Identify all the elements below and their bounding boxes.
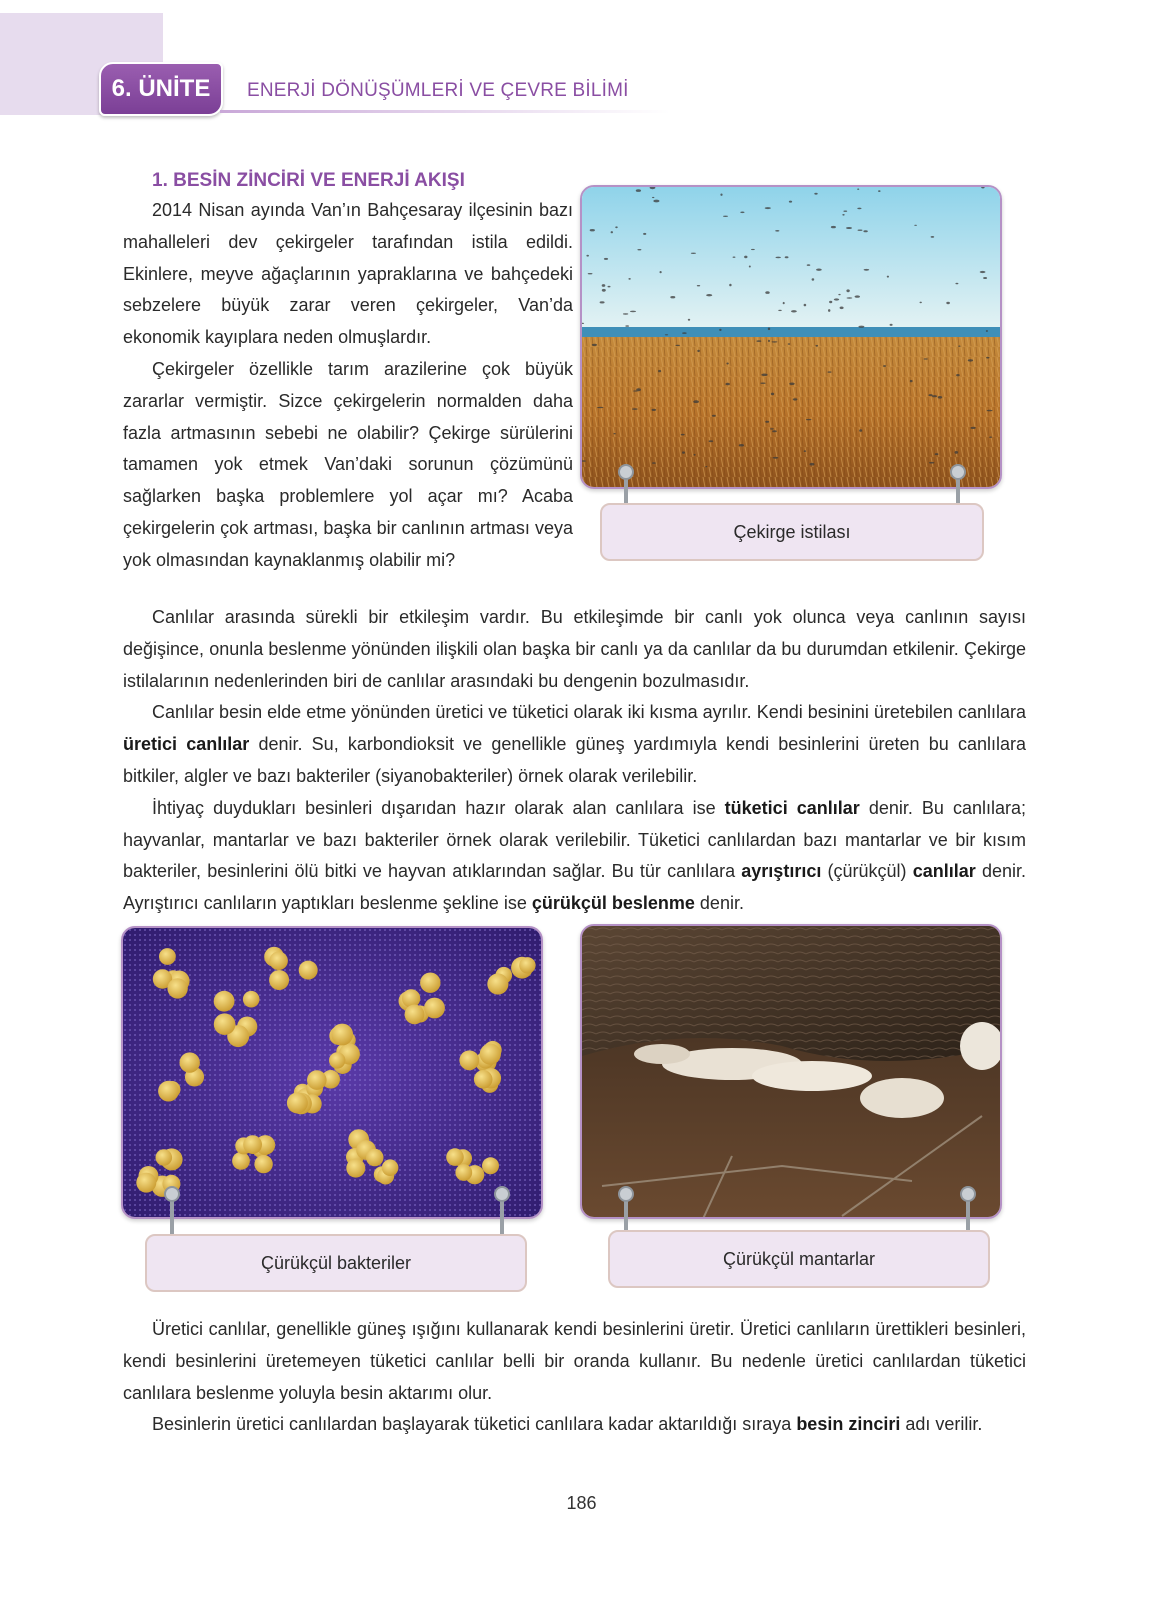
locust-speck [810,463,815,466]
locust-speck [592,344,597,346]
bacteria-cell [455,1164,472,1181]
locust-speck [987,410,993,412]
text-run: Besinlerin üretici canlılardan başlayarak tüketici canlılara kadar aktarıldığı sıraya [152,1414,797,1435]
bacteria-photo [121,926,543,1219]
locust-speck [751,249,755,250]
locust-speck [807,264,811,266]
locust-speck [625,325,629,327]
locust-speck [857,208,861,210]
locust-speck [771,393,774,396]
body-paragraph-1: Canlılar arasında sürekli bir etkileşim vardır. Bu etkileşimde bir canlı yok olunca veya canlının sayısı değişince, onunla beslenme yönünden ilişkili olan başka bir canlı ya da canlılar da bu durumdan etkilenir. Çekirge istilalarının nedenlerinden biri de canlılar arasındaki bu dengenin bozulmasıdır. [123,607,1026,691]
locust-speck [840,307,844,310]
bacteria-cell [459,1050,479,1070]
locust-speck [827,371,831,372]
locust-speck [630,311,636,313]
locust-speck [920,302,922,304]
locust-speck [772,430,777,432]
locust-speck [816,345,819,347]
text-run: denir. Ayrıştırıcı canlıların yaptıkları beslenme şekline ise [123,861,1026,914]
locust-speck [653,200,659,203]
fungi-photo [580,924,1002,1219]
locust-speck [749,266,751,268]
locust-speck [712,415,716,417]
body-paragraph-3 [123,793,1026,920]
locust-speck [842,214,844,216]
locust-speck [789,201,792,203]
term-producers: üretici canlılar [123,734,250,755]
term-food-chain: besin zinciri [796,1414,901,1435]
locust-speck [773,457,779,459]
locust-speck [628,278,630,280]
locust-speck [846,289,849,292]
bacteria-cell [232,1152,250,1170]
locust-speck [706,294,712,296]
bacteria-cell [307,1070,327,1090]
locust-speck [623,313,628,314]
locust-speck [778,310,782,311]
fungi-caption-text: Çürükçül mantarlar [722,1248,876,1269]
locust-speck [768,340,770,342]
locust-speck [765,207,771,209]
term-organisms: canlılar [912,861,976,882]
locust-speck [843,211,847,212]
locust-speck [590,229,595,231]
locust-speck [632,408,638,410]
locust-speck [855,295,860,297]
locust-speck [697,285,700,286]
text-run: (çürükçül) [821,861,913,882]
locust-speck [682,451,685,453]
locust-speck [682,332,687,334]
locust-speck [658,370,661,372]
body-text-bottom [123,1314,1026,1441]
body-paragraph-2 [123,697,1026,792]
locust-caption-text: Çekirge istilası [733,521,851,542]
locust-speck [956,374,960,376]
locust-speck [586,255,589,257]
bacteria-caption-text: Çürükçül bakteriler [260,1252,412,1273]
bacteria-cell [446,1148,464,1166]
bacteria-cell [287,1092,308,1113]
locust-speck [804,304,807,307]
locust-speck [914,225,917,226]
locust-speck [613,433,615,434]
text-run: İhtiyaç duydukları besinleri dışarıdan hazır olarak alan canlılara ise [152,797,725,818]
locust-speck [793,398,798,400]
locust-speck [831,226,836,228]
text-run: adı verilir. [900,1414,983,1435]
locust-speck [828,309,830,312]
locust-speck [910,380,913,382]
locust-speck [602,284,606,287]
locust-speck [958,346,960,347]
bacteria-cell [519,957,535,973]
locust-speck [968,359,973,361]
locust-speck [887,276,889,278]
locust-speck [846,227,852,229]
locust-speck [600,301,605,303]
locust-speck [588,273,593,274]
locust-speck [760,383,765,384]
locust-speck [938,396,943,399]
locust-speck [636,189,641,192]
locust-speck [928,394,932,396]
section-title: 1. BESİN ZİNCİRİ VE ENERJİ AKIŞI [152,170,465,191]
locust-speck [986,357,989,359]
locust-caption [600,503,984,561]
header-divider [220,110,670,113]
bacteria-cell [167,978,187,998]
bacteria-cell [214,1013,236,1035]
intro-text [123,195,573,577]
locust-speck [726,383,730,386]
locust-speck [611,231,613,233]
term-consumers: tüketici canlılar [724,797,860,818]
locust-speck [806,419,812,420]
text-run: Canlılar besin elde etme yönünden üretici ve tüketici olarak iki kısma ayrılır. Kendi besinini üretebilen canlılara [152,702,1026,723]
text-run: denir. [694,893,744,914]
unit-badge: 6. ÜNİTE [99,62,223,116]
locust-speck [929,462,934,464]
bacteria-cell [214,991,235,1012]
locust-speck [744,256,747,259]
locust-speck [935,453,939,455]
locust-speck [804,450,806,452]
locust-speck [761,374,767,377]
term-saprophytic-nutrition: çürükçül beslenme [531,893,695,914]
bacteria-cell [482,1157,499,1174]
locust-speck [604,258,608,260]
locust-speck [858,230,863,231]
bacteria-cell [243,991,260,1008]
locust-speck [847,297,853,298]
locust-speck [857,189,859,190]
locust-speck [681,434,685,436]
locust-speck [665,334,668,335]
fungi-image [582,926,1002,1219]
locust-speck [709,440,714,442]
bacteria-cell [487,973,508,994]
bacteria-cell [366,1149,384,1167]
bacteria-cell [158,1081,179,1102]
bacteria-cell [269,970,289,990]
bacteria-cell [346,1159,365,1178]
text-run: denir. Su, karbondioksit ve genellikle güneş yardımıyla kendi besinlerini üreten bu canlılara bitkiler, algler ve bazı bakteriler (siyanobakteriler) örnek olarak verilebilir. [123,734,1026,786]
locust-speck [729,284,731,287]
locust-speck [660,271,662,273]
locust-speck [739,444,744,447]
page-number: 186 [566,1493,597,1513]
locust-speck [983,277,987,279]
locust-speck [694,454,696,456]
locust-speck [636,388,641,391]
locust-speck [688,319,690,321]
bacteria-cell [424,998,445,1019]
locust-speck [615,226,618,228]
intro-paragraph-2: Çekirgeler özellikle tarım arazilerine çok büyük zararlar vermiştir. Sizce çekirgelerin normalden daha fazla artmasının sebebi ne olabilir? Çekirge sürülerini tamamen yok etmek Van’daki sorunun çözümünü sağlarken başka problemlere yol açar mı? Acaba çekirgelerin çok artması, başka bir canlının artması veya yok olmasından kaynaklanmış olabilir mi? [123,358,573,570]
bacteria-cell [159,948,176,965]
locust-speck [932,395,937,397]
locust-speck [924,358,928,359]
locust-speck [783,302,785,304]
locust-speck [693,400,699,403]
bacteria-cell [299,961,318,980]
locust-speck [643,233,646,235]
locust-speck [637,249,641,250]
bacteria-cell [480,1044,501,1065]
locust-speck [955,283,958,285]
locust-speck [986,330,988,332]
bacteria-cell [254,1155,272,1173]
locust-speck [733,257,736,258]
locust-speck [756,340,761,342]
locust-speck [772,341,778,342]
bacteria-cell [474,1070,493,1089]
bacteria-caption [145,1234,527,1292]
locust-speck [863,230,867,232]
bacteria-cell [420,973,440,993]
locust-speck [719,329,721,331]
locust-speck [814,193,817,195]
locust-speck [652,409,657,411]
locust-photo [580,185,1002,489]
locust-speck [883,365,886,367]
locust-speck [789,383,794,386]
locust-speck [768,328,770,331]
bacteria-cell [402,989,420,1007]
locust-speck [834,298,839,300]
locust-speck [788,343,791,345]
bacteria-cell [382,1159,399,1176]
bacteria-cell [269,952,288,971]
locust-speck [776,257,781,259]
locust-speck [691,253,696,254]
locust-speck [740,212,744,214]
locust-speck [652,197,654,198]
bacteria-cell [156,1149,173,1166]
locust-speck [775,230,779,232]
text-run: denir. Bu canlılara; hayvanlar, mantarlar ve bazı bakteriler örnek olarak verilebilir. Tüketici canlılardan bazı mantarlar ve bir kısım bakteriler, besinlerini ölü bitki ve hayvan atıklarından sağlar. Bu tür canlılara [123,797,1026,882]
locust-speck [602,289,606,292]
bacteria-cell [405,1005,425,1025]
locust-speck [878,190,881,192]
locust-speck [971,427,976,429]
bacteria-cell [331,1024,353,1046]
body-paragraph-4: Üretici canlılar, genellikle güneş ışığını kullanarak kendi besinlerini üretir. Üretici canlıların ürettikleri besinleri, kendi besinlerini üretemeyen tüketici canlılar belli bir oranda kullanır. Bu nedenle üretici canlılardan tüketici canlılara beslenme yoluyla besin aktarımı olur. [123,1319,1026,1403]
locust-speck [726,363,728,365]
locust-speck [955,451,959,454]
locust-speck [652,462,656,464]
locust-speck [890,324,893,326]
locust-speck [675,345,680,346]
bacteria-cell [136,1173,156,1193]
locust-speck [858,326,864,328]
locust-speck [670,296,675,298]
locust-speck [705,466,707,467]
locust-speck [720,194,722,196]
locust-speck [723,216,728,217]
term-decomposer: ayrıştırıcı [741,861,822,882]
locust-speck [980,271,986,273]
locust-speck [697,350,700,352]
body-paragraph-5 [123,1409,1026,1441]
unit-title: ENERJİ DÖNÜŞÜMLERİ VE ÇEVRE BİLİMİ [247,80,629,101]
locust-speck [765,291,769,294]
locust-field-image [582,187,1002,489]
fungi-caption [608,1230,990,1288]
locust-speck [946,302,950,304]
locust-speck [864,269,870,271]
locust-speck [859,429,862,432]
locust-speck [770,428,774,429]
locust-speck [989,437,992,438]
bacteria-cell [243,1135,262,1154]
locust-speck [829,301,832,303]
locust-speck [931,236,935,238]
locust-speck [785,256,789,258]
locust-speck [765,421,769,423]
bacteria-cell [180,1052,200,1072]
intro-paragraph-1: 2014 Nisan ayında Van’ın Bahçesaray ilçesinin bazı mahalleleri dev çekirgeler tarafından istila edildi. Ekinlere, meyve ağaçlarının yapraklarına ve bahçedeki sebzelere büyük zarar veren çekirgeler, Van’da ekonomik kayıplara neden olmuşlardır. [123,200,573,348]
locust-speck [812,278,815,280]
bacteria-cell [329,1052,345,1068]
body-text [123,602,1026,920]
locust-speck [597,407,603,408]
locust-speck [838,294,840,295]
locust-speck [791,310,797,312]
locust-speck [608,286,611,288]
bacteria-image [123,928,543,1219]
locust-speck [816,269,822,271]
